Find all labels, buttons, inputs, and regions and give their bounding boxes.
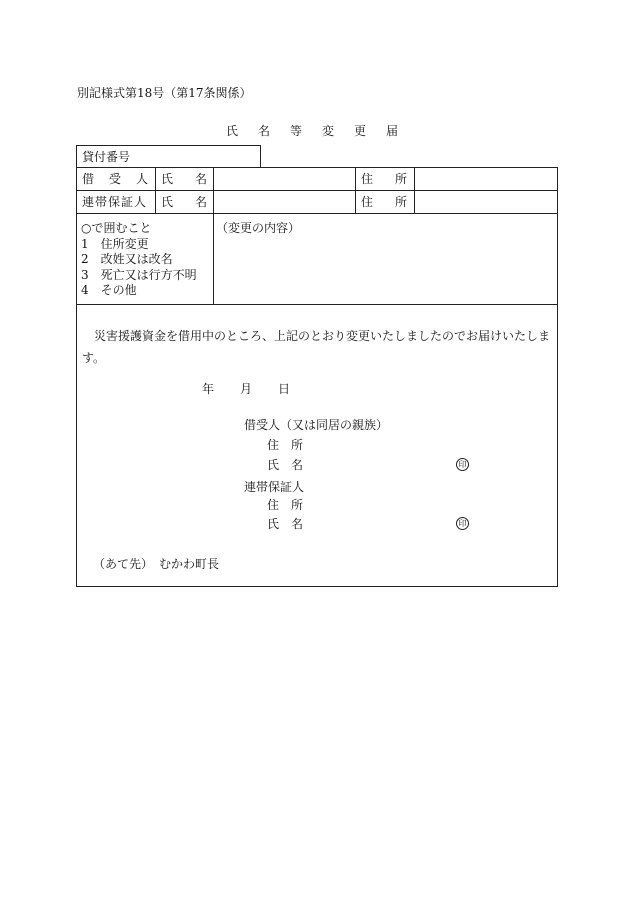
- title-char: 名: [258, 124, 271, 138]
- sig-label-char: 所: [290, 438, 303, 452]
- sig-label-char: 氏: [267, 458, 280, 472]
- guarantor-signature-heading: 連帯保証人: [244, 480, 305, 494]
- form-number: 別記様式第18号（第17条関係）: [77, 86, 252, 100]
- document-title: [226, 122, 418, 139]
- title-char: 等: [290, 124, 303, 138]
- borrower-name-label: [161, 172, 207, 186]
- sig-label-char: 名: [290, 517, 303, 531]
- loan-number-label: 貸付番号: [82, 150, 131, 164]
- option-item[interactable]: 2 改姓又は改名: [81, 252, 173, 266]
- title-char: 届: [386, 124, 399, 138]
- sig-label-char: 住: [267, 498, 280, 512]
- addressee: （あて先） むかわ町長: [93, 557, 220, 571]
- year-label: 年: [202, 382, 215, 396]
- sig-borrower-address-label: [267, 438, 303, 452]
- option-item[interactable]: 3 死亡又は行方不明: [81, 267, 197, 282]
- borrower-label-char: 借: [82, 172, 95, 186]
- guarantor-address-label: [361, 195, 407, 209]
- sig-label-char: 所: [290, 498, 303, 512]
- sig-borrower-name-label: [267, 458, 303, 472]
- borrower-label: [82, 172, 148, 186]
- guarantor-address-field[interactable]: [417, 193, 555, 211]
- borrower-name-field[interactable]: [216, 170, 352, 188]
- change-type-options: [81, 221, 197, 299]
- guarantor-name-field[interactable]: [216, 193, 352, 211]
- sig-label-char: 住: [267, 438, 280, 452]
- guarantor-name-label: [161, 195, 207, 209]
- change-content-field[interactable]: [216, 238, 554, 300]
- options-instruction: ○で囲むこと: [81, 221, 152, 235]
- guarantor-label: 連帯保証人: [82, 195, 148, 209]
- address-label-char: 所: [394, 172, 407, 186]
- address-label-char: 住: [361, 195, 374, 209]
- name-label-char: 氏: [161, 195, 174, 209]
- borrower-label-char: 受: [108, 172, 121, 186]
- option-item[interactable]: 1 住所変更: [81, 236, 149, 251]
- sig-guarantor-name-label: [267, 517, 303, 531]
- date-line: [202, 382, 290, 396]
- borrower-seal-mark: 印: [456, 458, 469, 471]
- name-label-char: 名: [194, 172, 207, 186]
- borrower-address-label: [361, 172, 407, 186]
- change-content-label: （変更の内容）: [216, 221, 301, 235]
- sig-label-char: 氏: [267, 517, 280, 531]
- sig-label-char: 名: [290, 458, 303, 472]
- statement-text: 災害援護資金を借用中のところ、上記のとおり変更いたしましたのでお届けいたします。: [82, 329, 551, 365]
- address-label-char: 所: [394, 195, 407, 209]
- borrower-signature-heading: 借受人（又は同居の親族）: [244, 418, 389, 432]
- title-char: 変: [322, 124, 335, 138]
- name-label-char: 名: [194, 195, 207, 209]
- guarantor-seal-mark: 印: [456, 517, 469, 530]
- option-item[interactable]: 4 その他: [81, 283, 137, 297]
- title-char: 更: [354, 124, 367, 138]
- name-label-char: 氏: [161, 172, 174, 186]
- sig-guarantor-address-label: [267, 498, 303, 512]
- month-label: 月: [240, 382, 253, 396]
- borrower-label-char: 人: [135, 172, 148, 186]
- title-char: 氏: [226, 124, 239, 138]
- borrower-address-field[interactable]: [417, 170, 555, 188]
- day-label: 日: [278, 382, 291, 396]
- address-label-char: 住: [361, 172, 374, 186]
